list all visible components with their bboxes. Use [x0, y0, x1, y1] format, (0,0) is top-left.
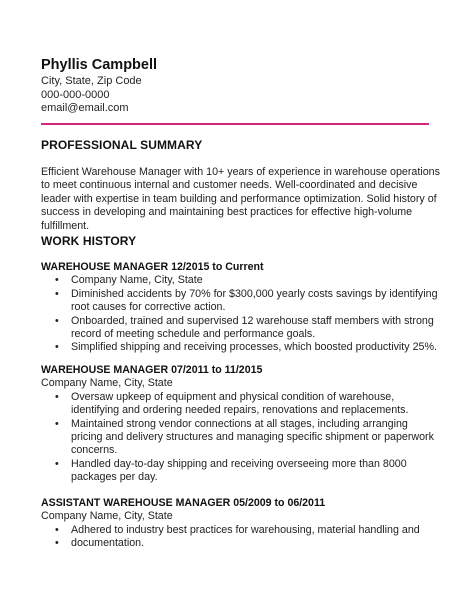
- job-bullet: [41, 315, 441, 342]
- job-bullet: [41, 418, 441, 458]
- job-bullet-text: Simplified shipping and receiving processes, which boosted productivity 25%.: [71, 341, 437, 354]
- job-bullet: [41, 537, 441, 550]
- job-company: Company Name, City, State: [41, 510, 173, 523]
- job-bullets: [41, 524, 441, 551]
- job-bullet-text: Diminished accidents by 70% for $300,000 yearly costs savings by identifying root causes for corrective action.: [71, 287, 438, 314]
- job-bullet-text: documentation.: [71, 537, 145, 550]
- candidate-name: Phyllis Campbell: [41, 57, 158, 73]
- bullet-icon: •: [55, 274, 59, 287]
- job-entry: [41, 364, 441, 485]
- bullet-icon: •: [55, 341, 59, 354]
- header-divider: [41, 123, 429, 125]
- summary-heading: PROFESSIONAL SUMMARY: [41, 138, 203, 152]
- job-title: ASSISTANT WAREHOUSE MANAGER 05/2009 to 06/2011: [41, 497, 326, 509]
- summary-text: Efficient Warehouse Manager with 10+ years of experience in warehouse operations to meet continuous internal and customer needs. Well-coordinated and decisive leader with expertise in team building and performance optimization. Solid history of success in developing and maintaining best practices for effective high-volume fulfillment.: [41, 166, 440, 232]
- job-bullet: [41, 288, 441, 315]
- job-bullet-text: Onboarded, trained and supervised 12 warehouse staff members with strong record of meeting schedule and performance goals.: [71, 314, 434, 341]
- bullet-icon: •: [55, 390, 59, 403]
- job-bullet-text: Handled day-to-day shipping and receiving overseeing more than 8000 packages per day.: [71, 457, 407, 484]
- job-bullets: [41, 274, 441, 354]
- bullet-icon: •: [55, 523, 59, 536]
- bullet-icon: •: [55, 417, 59, 430]
- bullet-icon: •: [55, 314, 59, 327]
- job-title: WAREHOUSE MANAGER 12/2015 to Current: [41, 261, 264, 273]
- job-bullet: [41, 391, 441, 418]
- contact-phone: 000-000-0000: [41, 88, 110, 101]
- job-entry: [41, 261, 441, 355]
- contact-block: [41, 74, 142, 115]
- bullet-icon: •: [55, 457, 59, 470]
- job-bullet: [41, 341, 441, 354]
- job-bullet: [41, 274, 441, 287]
- job-entry: [41, 497, 441, 551]
- job-bullet-text: Maintained strong vendor connections at all stages, including arranging pricing and delivery structures and managing specific shipment or paperwork concerns.: [71, 417, 434, 457]
- job-bullet-text: Oversaw upkeep of equipment and physical condition of warehouse, identifying and ordering needed repairs, renovations and replacements.: [71, 390, 409, 417]
- bullet-icon: •: [55, 287, 59, 300]
- job-title: WAREHOUSE MANAGER 07/2011 to 11/2015: [41, 364, 263, 376]
- work-history-heading: WORK HISTORY: [41, 234, 137, 248]
- bullet-icon: •: [55, 537, 59, 550]
- contact-email: email@email.com: [41, 102, 129, 114]
- job-bullet-text: Adhered to industry best practices for warehousing, material handling and: [71, 523, 420, 536]
- job-bullet-text: Company Name, City, State: [71, 274, 203, 287]
- job-bullets: [41, 391, 441, 485]
- job-bullet: [41, 458, 441, 485]
- contact-address: City, State, Zip Code: [41, 75, 142, 87]
- job-bullet: [41, 524, 441, 537]
- job-company: Company Name, City, State: [41, 377, 173, 390]
